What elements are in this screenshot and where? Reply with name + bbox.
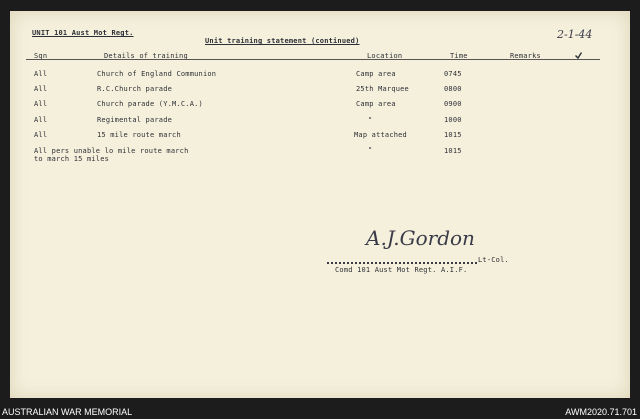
row-5-sqn: All — [34, 131, 48, 139]
column-header-details: Details of training — [104, 52, 188, 60]
note-line-1: All pers unable lo mile route march — [34, 147, 189, 155]
row-3-time: 0900 — [444, 100, 462, 108]
row-4-details: Regimental parade — [97, 116, 173, 124]
note-time: 1015 — [444, 147, 462, 155]
footer-accession-number: AWM2020.71.701 — [565, 407, 637, 417]
row-3-sqn: All — [34, 100, 48, 108]
document-title: Unit training statement (continued) — [205, 37, 360, 45]
column-header-remarks: Remarks — [510, 52, 541, 60]
row-4-location: " — [368, 116, 373, 124]
note-location: " — [368, 146, 373, 154]
unit-header: UNIT 101 Aust Mot Regt. — [32, 29, 134, 37]
row-3-details: Church parade (Y.M.C.A.) — [97, 100, 203, 108]
row-5-location: Map attached — [354, 131, 407, 139]
row-2-location: 25th Marquee — [356, 85, 409, 93]
row-5-details: 15 mile route march — [97, 131, 181, 139]
footer-institution: AUSTRALIAN WAR MEMORIAL — [2, 407, 133, 417]
column-header-sqn: Sqn — [34, 52, 48, 60]
column-header-location: Location — [367, 52, 403, 60]
note-line-2: to march 15 miles — [34, 155, 110, 163]
row-1-details: Church of England Communion — [97, 70, 217, 78]
row-3-location: Camp area — [356, 100, 396, 108]
row-1-location: Camp area — [356, 70, 396, 78]
signature: A.J.Gordon — [366, 226, 475, 250]
check-mark-icon — [575, 52, 582, 59]
signature-rank: Lt-Col. — [478, 256, 509, 264]
column-header-time: Time — [450, 52, 468, 60]
row-2-time: 0800 — [444, 85, 462, 93]
row-4-time: 1000 — [444, 116, 462, 124]
signature-title: Comd 101 Aust Mot Regt. A.I.F. — [335, 266, 468, 274]
row-5-time: 1015 — [444, 131, 462, 139]
signature-line — [327, 262, 477, 264]
row-2-details: R.C.Church parade — [97, 85, 173, 93]
row-2-sqn: All — [34, 85, 48, 93]
row-1-time: 0745 — [444, 70, 462, 78]
header-rule — [26, 59, 600, 60]
row-4-sqn: All — [34, 116, 48, 124]
handwritten-date: 2-1-44 — [557, 28, 593, 41]
row-1-sqn: All — [34, 70, 48, 78]
